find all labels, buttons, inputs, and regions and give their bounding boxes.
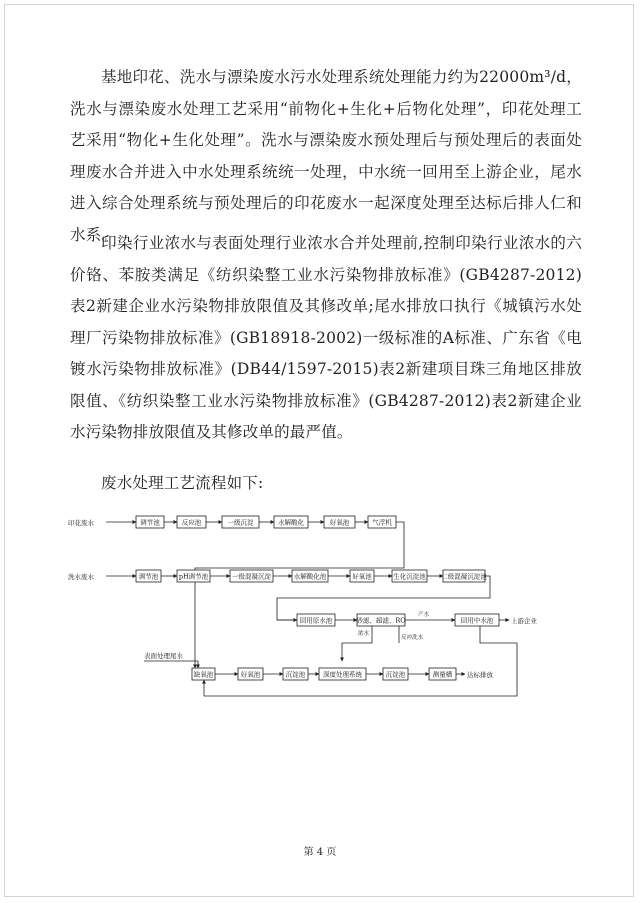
label-concentrate: 浓水	[358, 631, 370, 637]
row2-step-5	[392, 570, 427, 582]
svg-text:缺氧池: 缺氧池	[193, 670, 214, 679]
row2-step-6	[441, 570, 487, 582]
label-backwash: 反冲洗水	[401, 635, 424, 641]
svg-text:pH调节池: pH调节池	[178, 572, 209, 581]
svg-text:深度处理系统: 深度处理系统	[323, 670, 362, 679]
row3-step-1	[356, 614, 405, 626]
row3-step-0	[297, 614, 335, 626]
row1-step-4	[324, 516, 355, 528]
row3-end-label: 上游企业	[511, 617, 537, 625]
svg-text:调节池: 调节池	[140, 518, 160, 527]
row4-step-3	[319, 668, 366, 680]
svg-text:反应池: 反应池	[181, 518, 202, 527]
flow-labels	[68, 518, 538, 679]
svg-text:砂滤、超滤、RO: 砂滤、超滤、RO	[356, 616, 406, 625]
row4-step-4	[383, 668, 408, 680]
svg-text:一级混凝沉淀: 一级混凝沉淀	[232, 572, 271, 581]
row1-source-label: 印花废水	[68, 519, 94, 527]
row1-step-0	[136, 516, 164, 528]
row2-source-label: 洗水废水	[68, 573, 94, 581]
row1-step-3	[274, 516, 308, 528]
paragraph-2-text: 印染行业浓水与表面处理行业浓水合并处理前,控制印染行业浓水的六价铬、苯胺类满足《纺织染整工业水污染物排放标准》(GB4287-2012)表2新建企业水污染物排放限值及其修改单;尾水排放口执行《城镇污水处理厂污染物排放标准》(GB18918-2002)一级标准的A标准、广东省《电镀水污染物排放标准》(DB44/1597-2015)表2新建项目珠三角地区排放限值、《纺织染整工业水污染物排放标准》(GB4287-2012)表2新建企业水污染物排放限值及其修改单的最严值。	[70, 234, 582, 441]
row2-to-reuse	[277, 576, 490, 620]
row4-step-1	[238, 668, 263, 680]
svg-text:好氧池: 好氧池	[240, 670, 261, 679]
label-product-water: 产水	[418, 612, 430, 618]
row3-step-2	[455, 614, 499, 626]
row2-step-1	[177, 570, 210, 582]
row1-step-1	[177, 516, 206, 528]
paragraph-treatment-capacity	[70, 62, 582, 251]
svg-text:二级混凝沉淀池: 二级混凝沉淀池	[441, 572, 487, 581]
svg-text:一级沉淀: 一级沉淀	[227, 518, 254, 527]
paragraph-flow-intro	[70, 468, 582, 500]
page-number: 第 4 页	[303, 847, 337, 858]
row1-step-5	[368, 516, 396, 528]
row2-step-3	[292, 570, 328, 582]
row4-end-label: 达标排放	[467, 671, 493, 679]
row4-source-arrow	[144, 661, 198, 668]
svg-text:好氧池: 好氧池	[329, 518, 350, 527]
paragraph-discharge-standards	[70, 228, 582, 449]
process-flow-diagram	[62, 508, 537, 708]
row2-step-4	[350, 570, 374, 582]
svg-text:沉淀池: 沉淀池	[385, 670, 406, 679]
row4-step-5	[429, 668, 456, 680]
svg-text:水解酸化: 水解酸化	[278, 518, 304, 527]
svg-text:沉淀池: 沉淀池	[285, 670, 306, 679]
row2-step-2	[230, 570, 273, 582]
paragraph-3-text: 废水处理工艺流程如下:	[101, 474, 264, 492]
svg-text:测量槽: 测量槽	[432, 670, 453, 679]
svg-text:气浮机: 气浮机	[372, 518, 392, 527]
svg-text:回用中水池: 回用中水池	[460, 616, 494, 625]
row4-step-0	[192, 668, 215, 680]
svg-text:回用原水池: 回用原水池	[299, 616, 333, 625]
svg-text:调节池: 调节池	[138, 572, 159, 581]
row2-step-0	[136, 570, 161, 582]
paragraph-1-text: 基地印花、洗水与漂染废水污水处理系统处理能力约为22000m³/d，洗水与漂染废水处理工艺采用“前物化+生化+后物化处理”，印花处理工艺采用“物化+生化处理”。洗水与漂染废水预处理后与预处理后的表面处理废水合并进入中水处理系统统一处理，中水统一回用至上游企业，尾水进入综合处理系统与预处理后的印花废水一起深度处理至达标后排人仁和水系。	[70, 68, 582, 244]
row4-step-2	[283, 668, 308, 680]
svg-text:水解酸化池: 水解酸化池	[293, 572, 327, 581]
svg-text:好氧池: 好氧池	[352, 572, 372, 581]
row1-step-2	[222, 516, 259, 528]
row4-source-label: 表面处理尾水	[144, 652, 183, 660]
svg-text:生化沉淀池: 生化沉淀池	[393, 572, 426, 581]
